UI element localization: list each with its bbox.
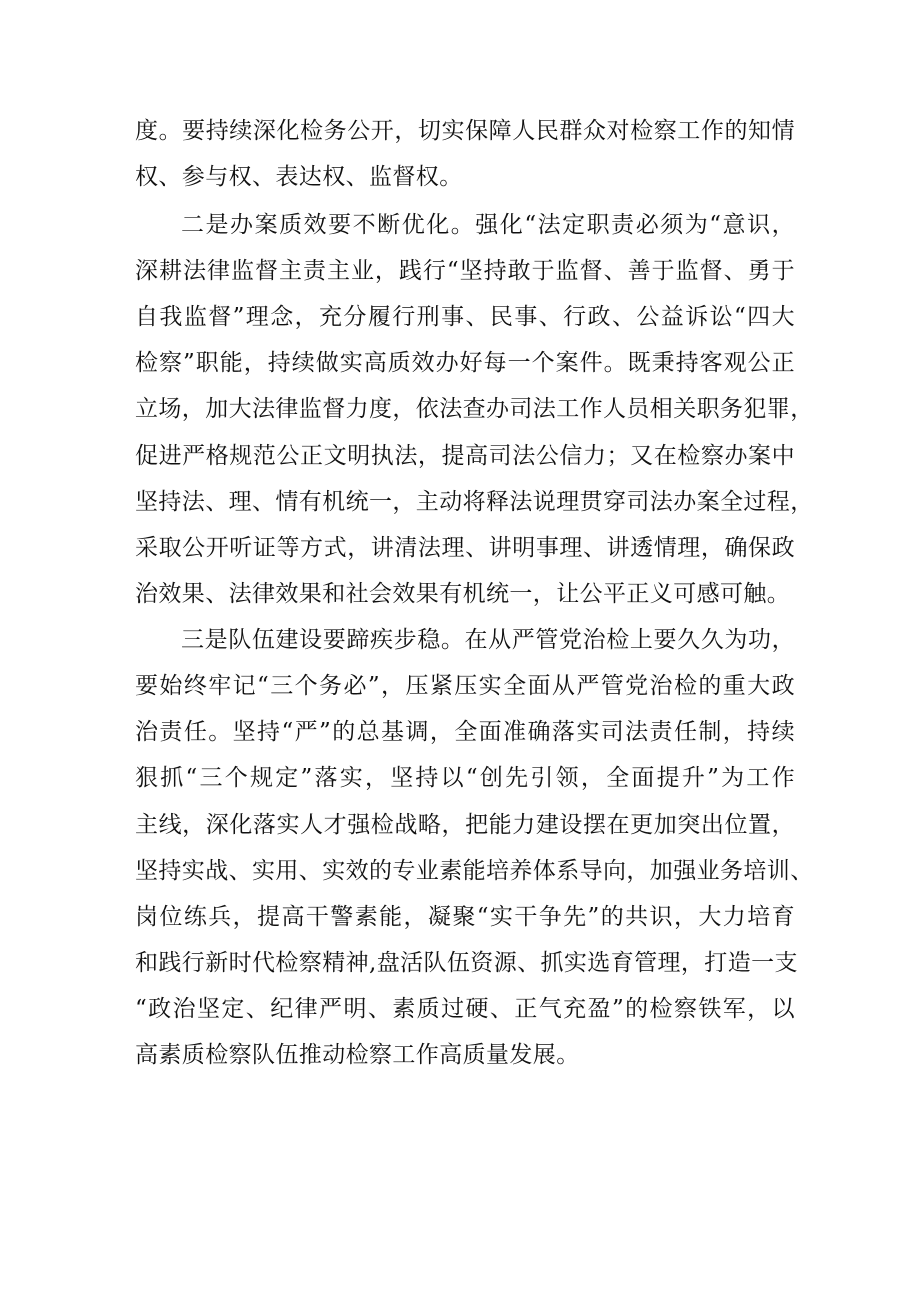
text-line: 度。要持续深化检务公开，切实保障人民群众对检察工作的知情 [135, 118, 795, 144]
text-line: 自我监督”理念，充分履行刑事、民事、行政、公益诉讼“四大 [135, 304, 795, 330]
text-line: 和践行新时代检察精神,盘活队伍资源、抓实选育管理，打造一支 [135, 950, 798, 976]
text-line: 治效果、法律效果和社会效果有机统一，让公平正义可感可触。 [135, 581, 791, 607]
text-line: 主线，深化落实人才强检战略，把能力建设摆在更加突出位置， [135, 812, 795, 838]
text-line: 坚持法、理、情有机统一，主动将释法说理贯穿司法办案全过程， [135, 489, 814, 515]
text-line: 深耕法律监督主责主业，践行“坚持敢于监督、善于监督、勇于 [135, 258, 795, 284]
text-line: 狠抓“三个规定”落实，坚持以“创先引领，全面提升”为工作 [135, 765, 795, 791]
text-line: 坚持实战、实用、实效的专业素能培养体系导向，加强业务培训、 [135, 858, 814, 884]
text-line: 权、参与权、表达权、监督权。 [135, 164, 463, 190]
text-line: 治责任。坚持“严”的总基调，全面准确落实司法责任制，持续 [135, 719, 795, 745]
text-line: 要始终牢记“三个务必”，压紧压实全面从严管党治检的重大政 [135, 673, 795, 699]
text-line: 检察”职能，持续做实高质效办好每一个案件。既秉持客观公正 [135, 350, 795, 376]
text-line: 高素质检察队伍推动检察工作高质量发展。 [135, 1042, 580, 1068]
paragraph-2-first-line: 二是办案质效要不断优化。强化“法定职责必须为“意识， [181, 212, 795, 238]
text-line: 岗位练兵，提高干警素能，凝聚“实干争先”的共识，大力培育 [135, 904, 795, 930]
text-line: 立场，加大法律监督力度，依法查办司法工作人员相关职务犯罪， [135, 396, 814, 422]
text-line: 促进严格规范公正文明执法，提高司法公信力；又在检察办案中 [135, 443, 795, 469]
paragraph-3-first-line: 三是队伍建设要蹄疾步稳。在从严管党治检上要久久为功， [181, 627, 795, 653]
text-line: “政治坚定、纪律严明、素质过硬、正气充盈”的检察铁军，以 [135, 996, 795, 1022]
text-line: 采取公开听证等方式，讲清法理、讲明事理、讲透情理，确保政 [135, 535, 795, 561]
